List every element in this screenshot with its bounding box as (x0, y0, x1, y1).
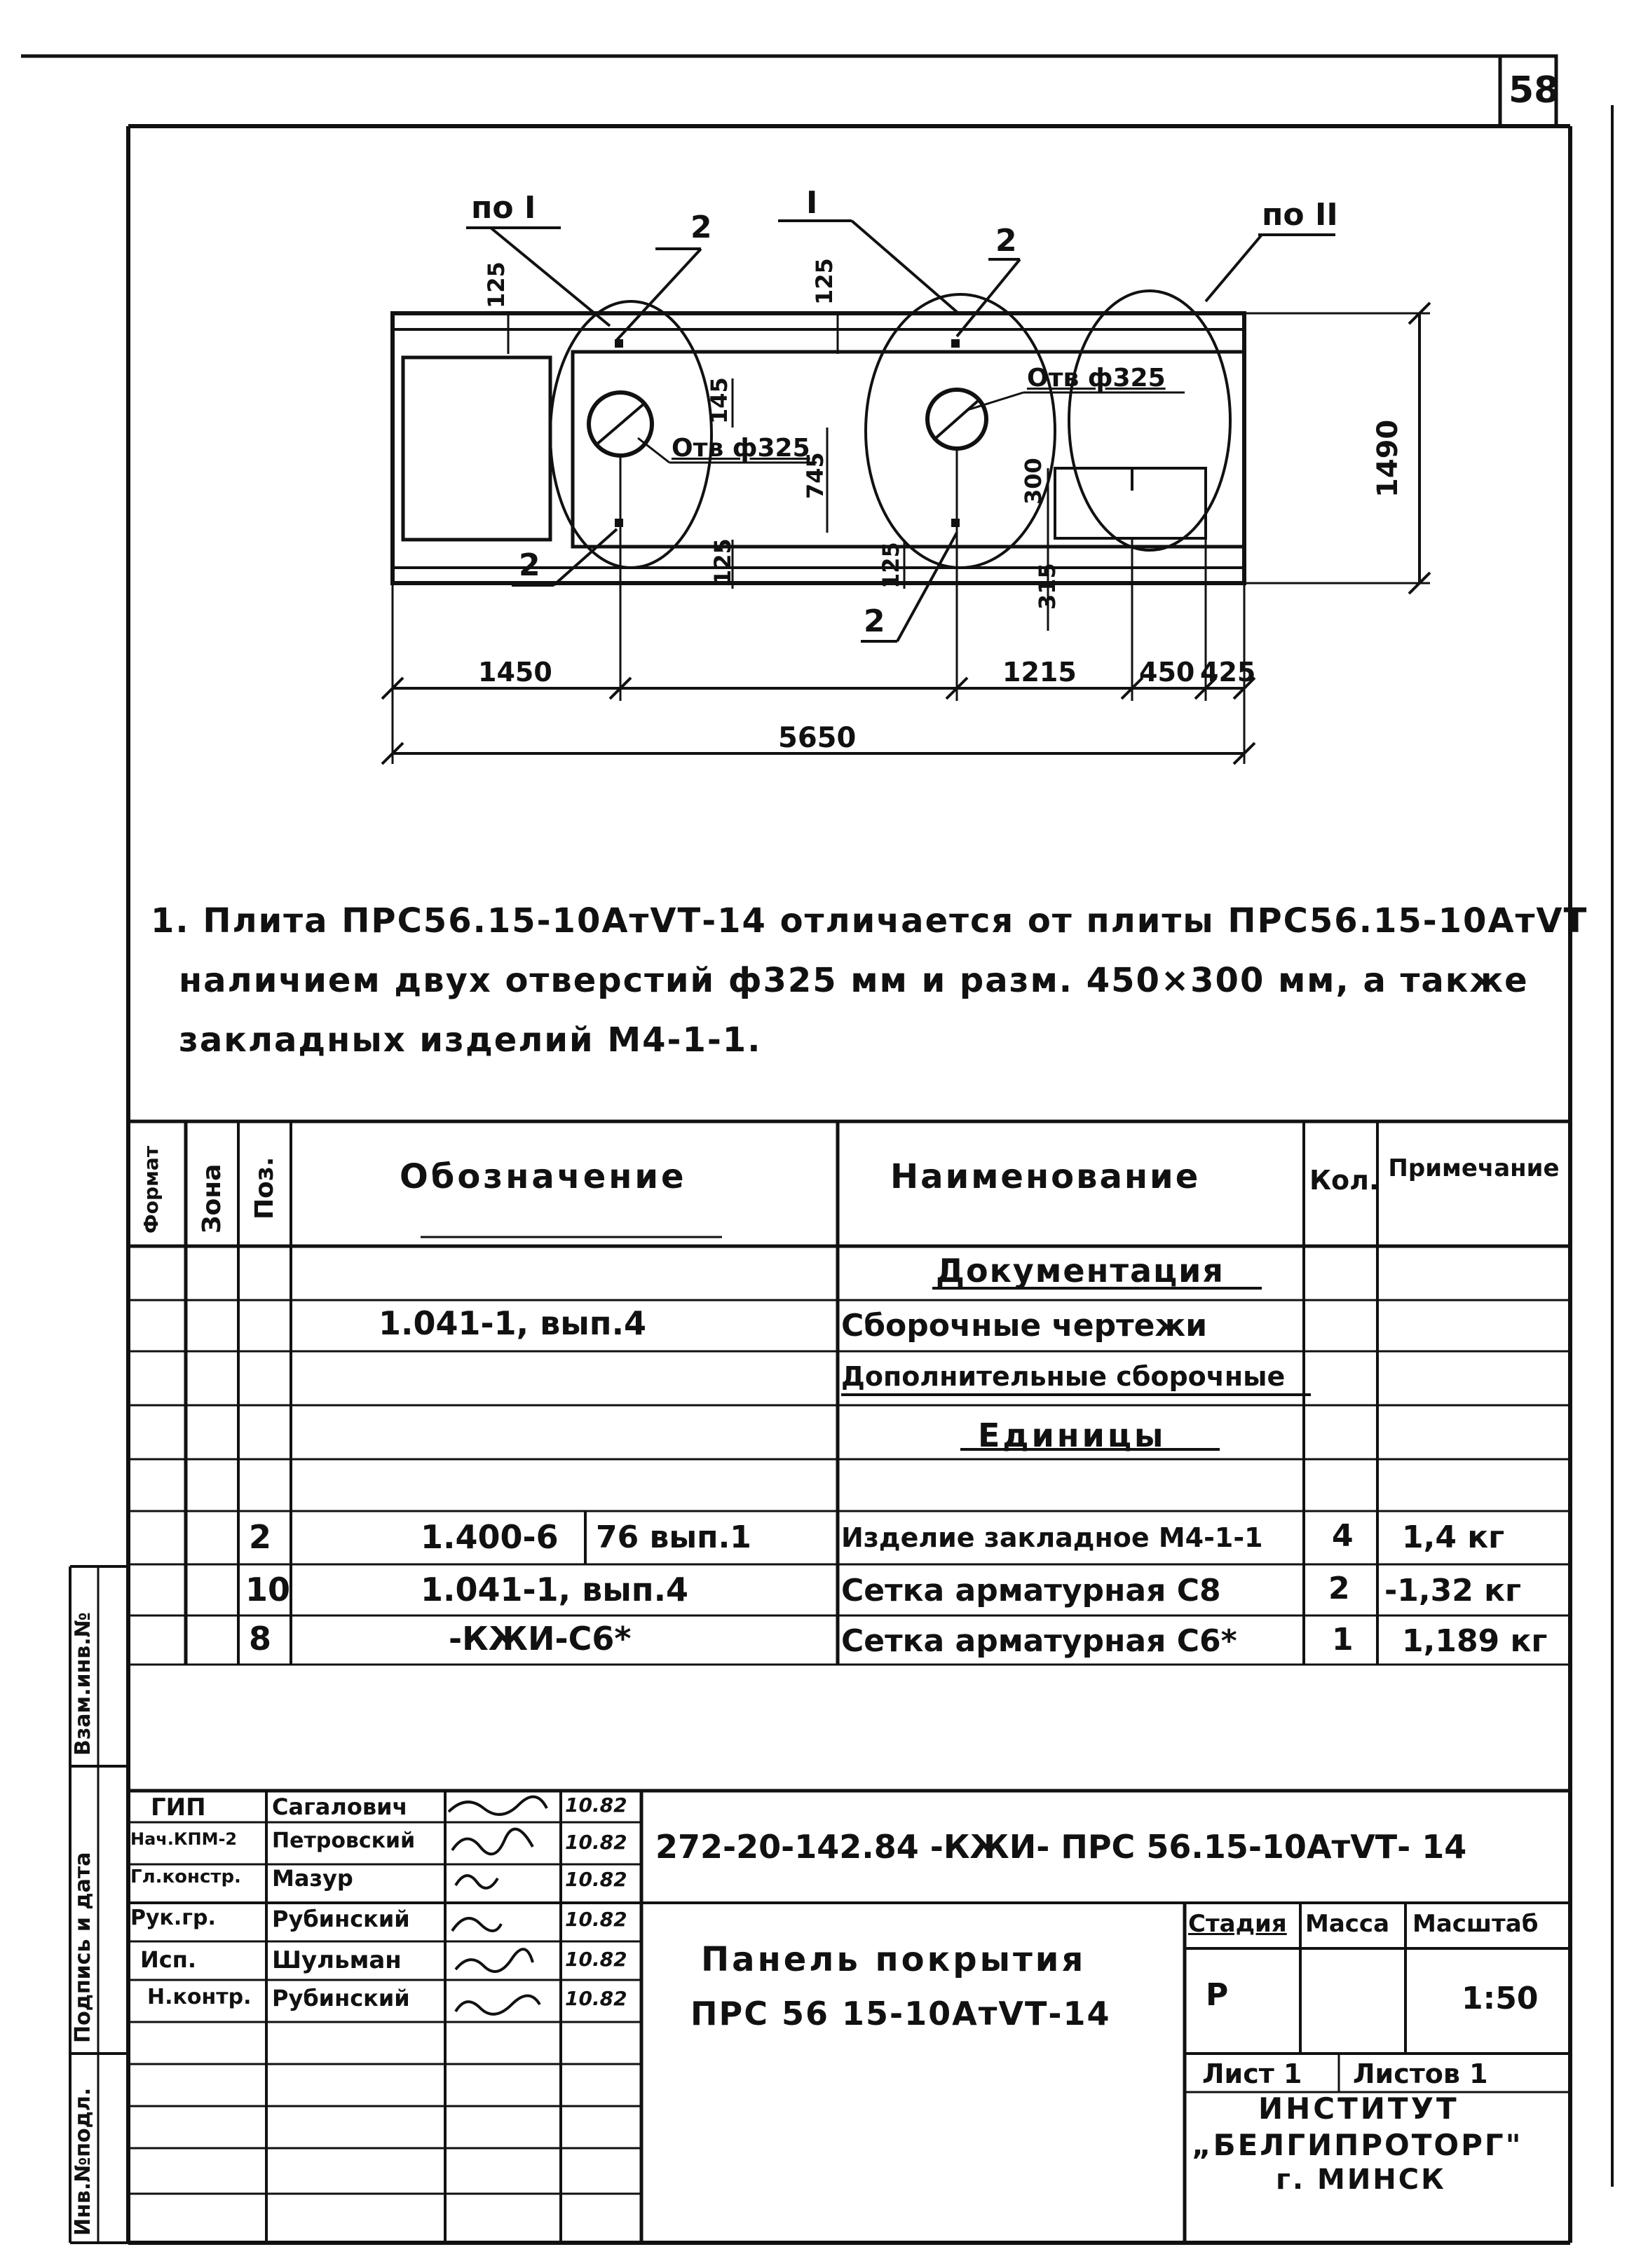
sig-name: Петровский (272, 1829, 416, 1853)
scale-value: 1:50 (1462, 1981, 1539, 2016)
dim-125-bot-left: 125 (709, 538, 736, 585)
row-pos: 8 (249, 1620, 272, 1658)
sig-date: 10.82 (565, 1948, 627, 1971)
sig-date: 10.82 (565, 1831, 627, 1854)
row-qty: 1 (1332, 1622, 1354, 1658)
dim-1490: 1490 (1372, 419, 1404, 498)
stage-value: Р (1206, 1977, 1229, 2013)
org-line-1: ИНСТИТУТ (1258, 2091, 1459, 2126)
row-qty: 4 (1332, 1518, 1354, 1554)
note-line-2: наличием двух отверстий ф325 мм и разм. 450×300 мм, а также (179, 961, 1529, 1000)
org-line-3: г. МИНСК (1276, 2164, 1446, 2196)
dim-125-bot-mid: 125 (878, 542, 904, 589)
row-name: Сетка арматурная С6* (841, 1623, 1237, 1659)
note-line-1: 1. Плита ПРС56.15-10АтVТ-14 отличается от плиты ПРС56.15-10АтVТ (151, 901, 1588, 941)
header-format: Формат (139, 1145, 163, 1234)
callout-po-I: по I (471, 190, 536, 226)
header-zone: Зона (198, 1163, 226, 1234)
sig-date: 10.82 (565, 1987, 627, 2010)
sig-role: Исп. (140, 1946, 197, 1973)
callout-section-I: I (806, 185, 818, 221)
header-designation: Обозначение (400, 1157, 687, 1196)
dim-450: 450 (1139, 657, 1195, 688)
dim-125-top-left: 125 (483, 261, 510, 308)
dim-5650: 5650 (778, 722, 857, 754)
hole-label-right: Отв ф325 (1027, 364, 1166, 392)
sig-date: 10.82 (565, 1868, 627, 1891)
sig-name: Сагалович (272, 1794, 408, 1820)
sig-role: Гл.констр. (130, 1866, 241, 1887)
row-designation-extra: 76 вып.1 (596, 1519, 751, 1555)
header-note: Примечание (1388, 1154, 1560, 1182)
doc-code: 272-20-142.84 -КЖИ- ПРС 56.15-10АтVТ- 14 (655, 1828, 1467, 1866)
row-pos: 2 (249, 1518, 272, 1556)
sheet-label: Лист 1 (1202, 2058, 1302, 2089)
row-name: Единицы (978, 1416, 1166, 1454)
dim-425: 425 (1200, 657, 1256, 688)
row-pos: 10 (245, 1571, 291, 1608)
row-name: Сетка арматурная С8 (841, 1573, 1221, 1608)
row-note: -1,32 кг (1384, 1573, 1521, 1608)
note-line-3: закладных изделий М4-1-1. (179, 1020, 762, 1060)
row-designation: 1.041-1, вып.4 (379, 1304, 647, 1342)
position-2-label: 2 (690, 210, 712, 245)
scale-label: Масштаб (1412, 1910, 1539, 1938)
hole-label-left: Отв ф325 (672, 434, 810, 463)
sig-name: Рубинский (272, 1906, 410, 1932)
sig-role: Н.контр. (147, 1985, 252, 2009)
row-designation: -КЖИ-С6* (449, 1620, 632, 1658)
header-qty: Кол. (1309, 1165, 1380, 1196)
dim-145: 145 (706, 377, 733, 424)
sig-date: 10.82 (565, 1794, 627, 1817)
dim-125-top-mid: 125 (811, 258, 838, 305)
sig-name: Мазур (272, 1865, 353, 1892)
row-name: Документация (936, 1252, 1225, 1290)
dim-315: 315 (1034, 563, 1061, 610)
position-2-label: 2 (995, 223, 1017, 259)
header-name: Наименование (890, 1157, 1201, 1196)
row-designation: 1.400-6 (421, 1518, 559, 1556)
sig-name: Шульман (272, 1946, 402, 1974)
row-qty: 2 (1328, 1571, 1350, 1606)
row-note: 1,4 кг (1402, 1519, 1505, 1555)
side-stamp-vzam-inv: Взам.инв.№ (71, 1612, 95, 1756)
sig-name: Рубинский (272, 1985, 410, 2011)
row-name: Сборочные чертежи (841, 1308, 1208, 1344)
row-name: Изделие закладное М4-1-1 (841, 1522, 1263, 1553)
sig-role: Нач.КПМ-2 (130, 1829, 238, 1849)
row-designation: 1.041-1, вып.4 (421, 1571, 689, 1608)
sig-role: Рук.гр. (130, 1906, 216, 1930)
title-line-2: ПРС 56 15-10АтVТ-14 (690, 1995, 1111, 2033)
header-pos: Поз. (250, 1156, 279, 1220)
row-name: Дополнительные сборочные (841, 1361, 1286, 1392)
sheets-label: Листов 1 (1353, 2058, 1488, 2089)
dim-745: 745 (802, 452, 829, 499)
position-2-label: 2 (864, 603, 885, 639)
sig-date: 10.82 (565, 1908, 627, 1931)
org-line-2: „БЕЛГИПРОТОРГ" (1192, 2128, 1523, 2162)
sheet-number: 58 (1509, 69, 1560, 111)
callout-po-II: по II (1262, 197, 1338, 233)
side-stamp-podpis-data: Подпись и дата (71, 1852, 95, 2043)
row-note: 1,189 кг (1402, 1623, 1548, 1659)
dim-1450: 1450 (478, 657, 552, 688)
dim-300: 300 (1020, 458, 1047, 505)
position-2-label: 2 (519, 547, 540, 583)
sig-role: ГИП (151, 1794, 206, 1822)
stage-label: Стадия (1188, 1910, 1287, 1938)
side-stamp-inv-podl: Инв.№подл. (71, 2087, 95, 2236)
title-line-1: Панель покрытия (701, 1940, 1087, 1979)
mass-label: Масса (1305, 1910, 1390, 1938)
dim-1215: 1215 (1002, 657, 1077, 688)
